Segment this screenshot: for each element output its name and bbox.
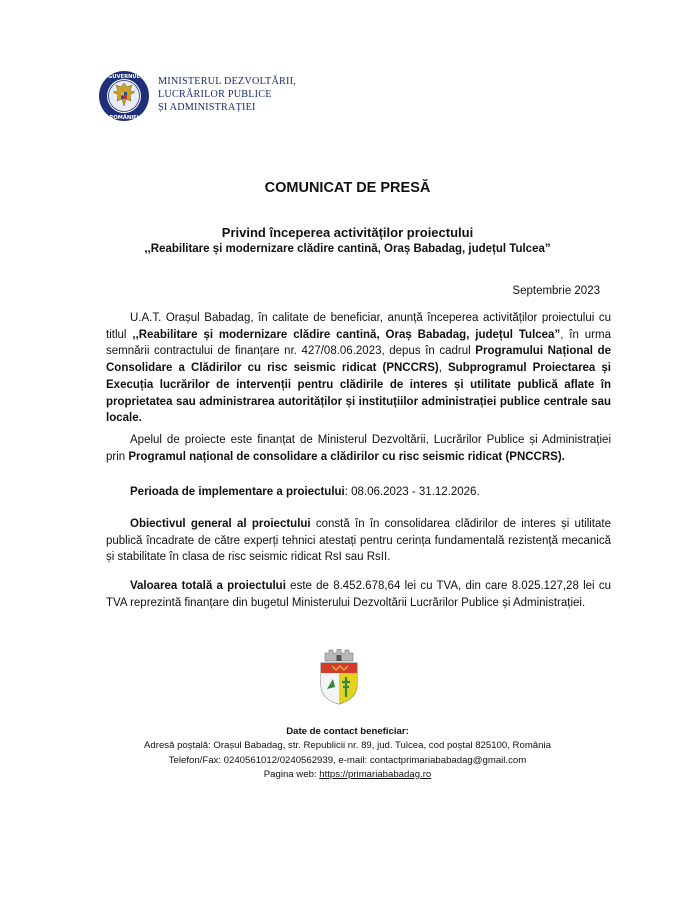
web-label: Pagina web:	[263, 768, 320, 780]
page-title: COMUNICAT DE PRESĂ	[264, 180, 431, 196]
objective-value: constă în în consolidarea clădirilor de interes și utilitate publică încadrate de către experți tehnici atestați pentru cerința fundamentală rezistență mecanică și stabilitate în clasa de risc seismic ridicat RsI sau RsII.	[106, 518, 611, 564]
ministry-line-3: ȘI ADMINISTRAȚIEI	[158, 102, 256, 113]
ministry-name	[158, 75, 296, 114]
contact-block	[0, 725, 695, 782]
contact-title: Date de contact beneficiar:	[286, 726, 409, 737]
subtitle: Privind începerea activităților proiectului	[221, 225, 474, 240]
ministry-header	[98, 70, 358, 122]
p1-project-name: ,,Reabilitare și modernizare clădire cantină, Oraș Babadag, județul Tulcea”	[132, 328, 561, 341]
government-seal-icon	[98, 70, 150, 122]
objective-label: Obiectivul general al proiectului	[130, 518, 311, 530]
contact-web	[0, 768, 695, 782]
value-label: Valoarea totală a proiectului	[130, 580, 286, 592]
period-label: Perioada de implementare a proiectului	[130, 486, 345, 498]
value-text: este de 8.452.678,64 lei cu TVA, din care 8.025.127,28 lei cu TVA reprezintă finanțare din bugetul Ministerului Dezvoltării Lucrărilor Publice și Administrației.	[106, 580, 611, 609]
project-name: ,,Reabilitare și modernizare clădire cantină, Oraș Babadag, județul Tulcea”	[144, 243, 551, 255]
paragraph-period	[106, 484, 611, 501]
p2-program-name: Programul național de consolidare a clădirilor cu risc seismic ridicat (PNCCRS).	[128, 450, 565, 463]
svg-text:ROMÂNIEI: ROMÂNIEI	[109, 115, 139, 121]
paragraph-funding	[106, 432, 611, 465]
period-value: : 08.06.2023 - 31.12.2026.	[344, 486, 480, 498]
p1-text-c: , în urma semnării contractului de finanțare nr. 427/08.06.2023, depus în cadrul	[106, 328, 611, 358]
paragraph-intro	[106, 310, 611, 427]
contact-address: Adresă poștală: Orașul Babadag, str. Republicii nr. 89, jud. Tulcea, cod poștal 825100, România	[144, 740, 551, 752]
p1-text-a: U.A.T. Orașul Babadag, în calitate de beneficiar, anunță începerea activităților proiectului cu titlul	[106, 312, 611, 341]
p1-separator: ,	[438, 362, 449, 375]
svg-text:GUVERNUL: GUVERNUL	[108, 73, 140, 80]
p1-subprogram-name: Subprogramul Proiectarea și Execuția lucrărilor de intervenții pentru clădirile de interes și utilitate publică aflate în proprietatea sau administrarea autorităților și instituțiilor administrației publice centrale sau locale.	[106, 362, 612, 425]
p2-text: Apelul de proiecte este finanțat de Ministerul Dezvoltării, Lucrărilor Publice și Administrației prin	[106, 434, 611, 463]
contact-phone-email: Telefon/Fax: 0240561012/0240562939, e-mail: contactprimariababadag@gmail.com	[168, 754, 527, 766]
p1-program-name: Programului Național de Consolidare a Clădirilor cu risc seismic ridicat (PNCCRS)	[106, 345, 611, 375]
ministry-line-1: MINISTERUL DEZVOLTĂRII,	[158, 76, 296, 87]
babadag-crest-icon	[318, 649, 360, 705]
website-link[interactable]: https://primariababadag.ro	[319, 768, 432, 780]
ministry-line-2: LUCRĂRILOR PUBLICE	[158, 89, 272, 100]
paragraph-value	[106, 578, 611, 611]
release-date: Septembrie 2023	[512, 285, 600, 297]
paragraph-objective	[106, 516, 611, 566]
